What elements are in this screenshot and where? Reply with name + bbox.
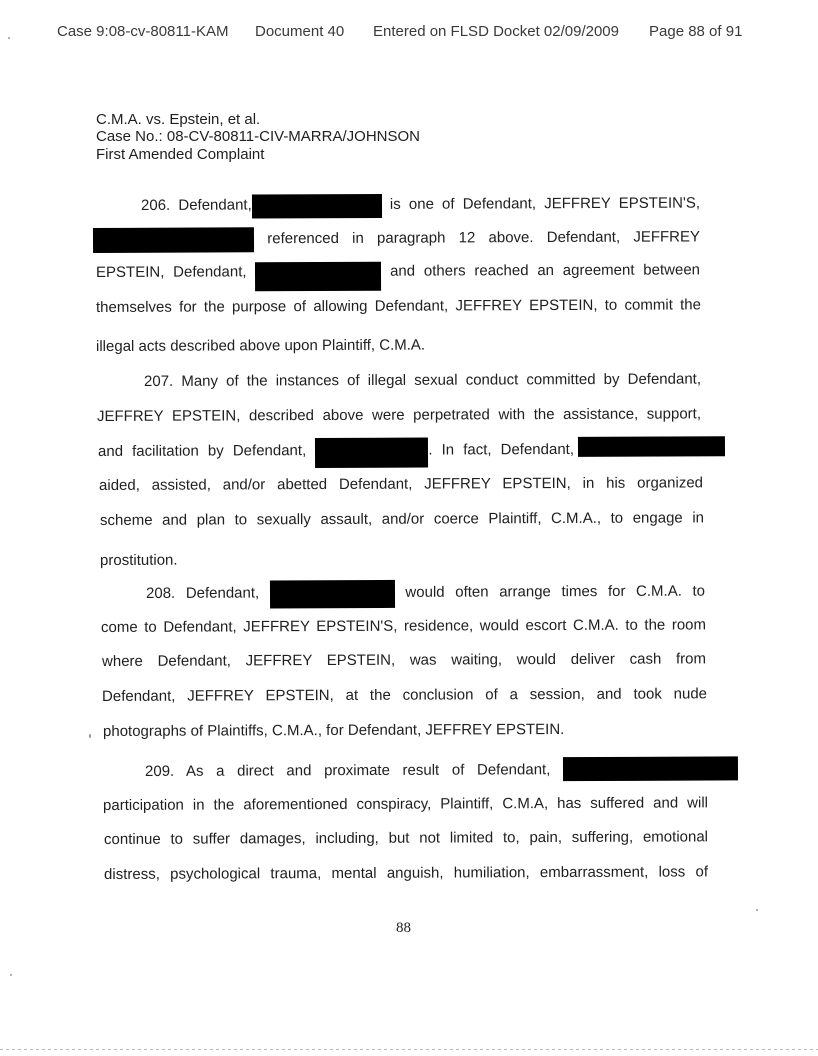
paragraph-line bbox=[96, 295, 701, 318]
text-segment: aided, assisted, and/or abetted Defendant, JEFFREY EPSTEIN, in his organized bbox=[98, 474, 704, 494]
paragraph-line bbox=[101, 615, 706, 638]
text-segment: come to Defendant, JEFFREY EPSTEIN'S, residence, would escort C.M.A. to the room bbox=[100, 616, 707, 636]
text-segment: where Defendant, JEFFREY EPSTEIN, was waiting, would deliver cash from bbox=[101, 650, 707, 670]
docket-entered-date: Entered on FLSD Docket 02/09/2009 bbox=[373, 23, 619, 40]
paragraph-line bbox=[96, 260, 700, 283]
text-segment: and others reached an agreement between bbox=[390, 261, 701, 280]
text-segment: and facilitation by Defendant, bbox=[97, 442, 307, 460]
paragraph-line bbox=[103, 793, 708, 816]
paragraph-line bbox=[145, 759, 738, 782]
scan-speck bbox=[89, 734, 91, 738]
text-segment: scheme and plan to sexually assault, and/or coerce Plaintiff, C.M.A., to engage in bbox=[99, 509, 705, 529]
text-segment: illegal acts described above upon Plaintiff, C.M.A. bbox=[95, 336, 426, 355]
redaction-bar bbox=[270, 585, 395, 598]
caption-title: First Amended Complaint bbox=[96, 146, 265, 163]
paragraph-line bbox=[100, 508, 704, 531]
text-segment: continue to suffer damages, including, but not limited to, pain, suffering, emotional bbox=[103, 828, 709, 848]
paragraph-line bbox=[146, 582, 705, 604]
scan-speck bbox=[8, 37, 10, 39]
text-segment: distress, psychological trauma, mental anguish, humiliation, embarrassment, loss of bbox=[103, 863, 709, 883]
text-segment: photographs of Plaintiffs, C.M.A., for Defendant, JEFFREY EPSTEIN. bbox=[102, 720, 565, 740]
paragraph-line bbox=[144, 370, 701, 392]
text-segment: . In fact, Defendant, bbox=[428, 440, 575, 459]
text-segment: 207. Many of the instances of illegal sexual conduct committed by Defendant, bbox=[143, 370, 702, 390]
redaction-bar bbox=[315, 443, 428, 455]
text-segment: EPSTEIN, Defendant, bbox=[95, 263, 247, 281]
paragraph-line bbox=[93, 227, 700, 250]
paragraph-line bbox=[103, 720, 564, 742]
redaction-bar bbox=[255, 264, 381, 277]
redaction-bar bbox=[252, 197, 382, 210]
docket-case-number: Case 9:08-cv-80811-KAM bbox=[57, 23, 229, 40]
docket-page-count: Page 88 of 91 bbox=[649, 23, 743, 40]
text-segment: 209. As a direct and proximate result of Defendant, bbox=[144, 761, 551, 780]
redaction-bar bbox=[578, 441, 725, 454]
paragraph-line bbox=[97, 404, 701, 427]
text-segment: 206. Defendant, bbox=[140, 196, 252, 214]
paragraph-line bbox=[98, 439, 725, 462]
paragraph-line bbox=[99, 473, 703, 496]
text-segment: 208. Defendant, bbox=[145, 584, 260, 602]
paragraph-line bbox=[104, 862, 708, 885]
paragraph-line bbox=[96, 336, 425, 357]
paragraph-line bbox=[102, 684, 707, 707]
redaction-bar bbox=[563, 761, 738, 774]
paragraph-line bbox=[104, 827, 708, 850]
scan-speck bbox=[10, 974, 12, 976]
page-number: 88 bbox=[396, 920, 411, 936]
scan-speck bbox=[756, 909, 758, 911]
text-segment: is one of Defendant, JEFFREY EPSTEIN'S, bbox=[389, 194, 701, 213]
paragraph-line bbox=[141, 194, 700, 216]
scan-bottom-edge bbox=[0, 1049, 818, 1050]
redaction-bar bbox=[93, 231, 254, 244]
text-segment: JEFFREY EPSTEIN, described above were perpetrated with the assistance, support, bbox=[96, 405, 702, 425]
paragraph-line bbox=[100, 551, 178, 571]
paragraph-line bbox=[102, 649, 706, 672]
caption-case-no: Case No.: 08-CV-80811-CIV-MARRA/JOHNSON bbox=[96, 128, 420, 145]
text-segment: referenced in paragraph 12 above. Defendant, JEFFREY bbox=[267, 228, 701, 248]
text-segment: participation in the aforementioned conspiracy, Plaintiff, C.M.A, has suffered and will bbox=[102, 794, 709, 814]
text-segment: prostitution. bbox=[99, 551, 178, 569]
caption-parties: C.M.A. vs. Epstein, et al. bbox=[96, 111, 261, 128]
text-segment: would often arrange times for C.M.A. to bbox=[405, 582, 706, 601]
text-segment: themselves for the purpose of allowing Defendant, JEFFREY EPSTEIN, to commit the bbox=[95, 296, 702, 316]
docket-document-number: Document 40 bbox=[255, 23, 345, 40]
text-segment: Defendant, JEFFREY EPSTEIN, at the conclusion of a session, and took nude bbox=[101, 685, 708, 705]
